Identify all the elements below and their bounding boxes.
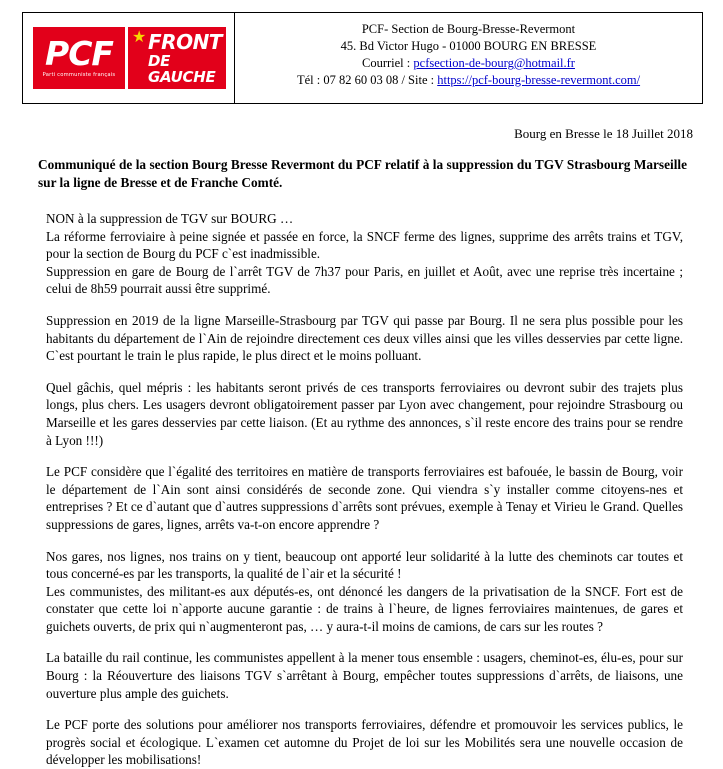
front-de-gauche-line1: FRONT	[148, 29, 222, 54]
pcf-logo-box	[33, 27, 125, 89]
email-label: Courriel :	[362, 56, 414, 70]
paragraph: Suppression en gare de Bourg de l`arrêt TGV de 7h37 pour Paris, en juillet et Août, avec une reprise très incertaine ; celui de 8h59 pourrait aussi être supprimé.	[46, 263, 683, 297]
letterhead	[22, 12, 703, 104]
dateline: Bourg en Bresse le 18 Juillet 2018	[514, 126, 693, 141]
paragraph: Le PCF porte des solutions pour améliorer nos transports ferroviaires, défendre et promouvoir les services publics, le progrès social et écologique. L`examen cet automne du Projet de loi sur les Mobilités sera une nouvelle occasion de développer les mobilisations!	[46, 717, 683, 768]
pcf-front-de-gauche-logo	[33, 27, 226, 89]
front-de-gauche-logo-box	[128, 27, 226, 89]
logo-cell	[23, 13, 235, 103]
paragraph: Quel gâchis, quel mépris : les habitants seront privés de ces transports ferroviaires ou devront subir des trajets plus longs, plus chers. Les usagers devront obligatoirement passer par Lyon avec changement, pour rejoindre Strasbourg ou Marseille et les gares desservies par cette liaison. (Et au rythme des annonces, s`il reste encore des trains pour se rendre à Lyon !!!)	[46, 379, 683, 448]
website-link[interactable]: https://pcf-bourg-bresse-revermont.com/	[437, 73, 641, 87]
email-link[interactable]: pcfsection-de-bourg@hotmail.fr	[413, 56, 575, 70]
address-line-phone-site	[241, 72, 696, 89]
page-title: Communiqué de la section Bourg Bresse Revermont du PCF relatif à la suppression du TGV Strasbourg Marseille sur la ligne de Bresse et de Franche Comté.	[38, 157, 687, 190]
star-icon: ★	[132, 29, 147, 46]
address-block	[235, 13, 702, 103]
address-line-organisation: PCF- Section de Bourg-Bresse-Revermont	[361, 22, 576, 36]
paragraph: Nos gares, nos lignes, nos trains on y tient, beaucoup ont apporté leur solidarité à la lutte des cheminots car toutes et tous concerné-es par les transports, la qualité de l`air et la sécurité !	[46, 548, 683, 582]
front-de-gauche-line2: DE GAUCHE	[148, 51, 216, 86]
address-line-street: 45. Bd Victor Hugo - 01000 BOURG EN BRESSE	[340, 39, 597, 53]
pcf-logo-subtitle: Parti communiste français	[42, 71, 116, 78]
paragraph: Suppression en 2019 de la ligne Marseille-Strasbourg par TGV qui passe par Bourg. Il ne sera plus possible pour les habitants du département de l`Ain de rejoindre directement ces deux villes ainsi que les villes desservies par cette ligne. C`est pourtant le train le plus rapide, le plus direct et le moins polluant.	[46, 312, 683, 364]
paragraph: La bataille du rail continue, les communistes appellent à la mener tous ensemble : usagers, cheminot-es, élu-es, pour sur Bourg : la Réouverture des liaisons TGV s`arrêtant à Bourg, empêcher toutes suppressions d`arrêts, de liaisons, une ouverture plus ample des guichets.	[46, 650, 683, 701]
paragraph: La réforme ferroviaire à peine signée et passée en force, la SNCF ferme des lignes, supprime des arrêts trains et TGV, pour la section de Bourg du PCF c`est inadmissible.	[46, 228, 683, 262]
phone-label: Tél : 07 82 60 03 08 / Site :	[296, 73, 438, 87]
paragraph: Le PCF considère que l`égalité des territoires en matière de transports ferroviaires est bafouée, le bassin de Bourg, voir le département de l`Ain sont ainsi considérés de seconde zone. Qui viendra s`y installer comme citoyens-nes et entreprises ? Et ce d`autant que d`autres suppressions d`arrêts sont prévues, exemple à Tenay et Virieu le Grand. Quelles suppressions de gares, lignes, arrêts va-t-on encore apprendre ?	[46, 464, 683, 532]
paragraph: NON à la suppression de TGV sur BOURG …	[46, 211, 294, 226]
document-body	[46, 210, 683, 769]
pcf-logo-text: PCF	[45, 33, 113, 73]
paragraph: Les communistes, des militant-es aux députés-es, ont dénoncé les dangers de la privatisation de la SNCF. Fort est de constater que cette loi n`apporte aucune garantie : de trains à l`heure, de lignes ferroviaires maintenues, de gares et guichets ouverts, de prix qui n`augmenteront pas, … y aura-t-il moins de camions, de cars sur les routes ?	[46, 583, 683, 634]
address-line-email	[241, 55, 696, 72]
